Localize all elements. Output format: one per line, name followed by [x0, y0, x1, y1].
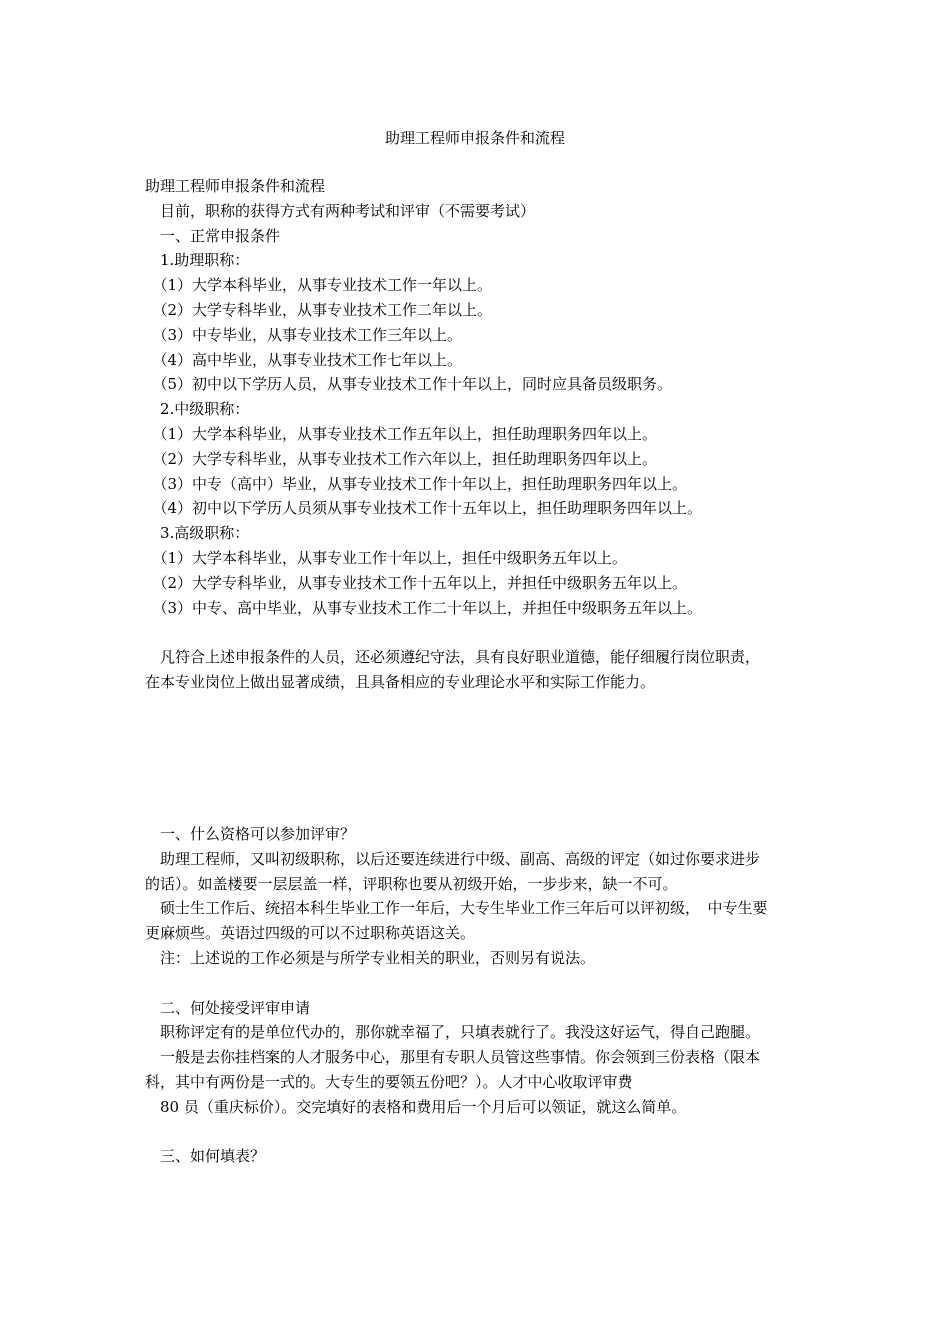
qualification-section	[145, 822, 825, 1169]
list-item: （1）大学本科毕业，从事专业技术工作一年以上。	[145, 276, 493, 295]
category-heading: 2.中级职称：	[145, 400, 250, 419]
note-line: 注：上述说的工作必须是与所学专业相关的职业，否则另有说法。	[145, 948, 596, 967]
paragraph-line: 更麻烦些。英语过四级的可以不过职称英语这关。	[145, 924, 476, 943]
list-item: （3）中专毕业，从事专业技术工作三年以上。	[145, 325, 463, 344]
section-heading: 三、如何填表？	[145, 1147, 266, 1166]
list-item: （2）大学专科毕业，从事专业技术工作六年以上，担任助理职务四年以上。	[145, 449, 658, 468]
list-item: （1）大学本科毕业，从事专业工作十年以上，担任中级职务五年以上。	[145, 548, 628, 567]
subsection-heading: 一、正常申报条件	[145, 226, 281, 245]
paragraph-line: 职称评定有的是单位代办的，那你就幸福了，只填表就行了。我没这好运气，得自己跑腿。	[145, 1023, 761, 1042]
paragraph-line: 在本专业岗位上做出显著成绩，且具备相应的专业理论水平和实际工作能力。	[145, 672, 656, 691]
document-title: 助理工程师申报条件和流程	[384, 129, 565, 147]
requirements-section	[145, 174, 825, 695]
section-heading: 助理工程师申报条件和流程	[145, 177, 326, 195]
section-heading: 二、何处接受评审申请	[145, 998, 311, 1017]
list-item: （2）大学专科毕业，从事专业技术工作十五年以上，并担任中级职务五年以上。	[145, 573, 688, 592]
paragraph-line: 科，其中有两份是一式的。大专生的要领五份吧？）。人才中心收取评审费	[145, 1072, 633, 1091]
paragraph-line: 80 员（重庆标价）。交完填好的表格和费用后一个月后可以领证，就这么简单。	[145, 1097, 687, 1116]
list-item: （5）初中以下学历人员，从事专业技术工作十年以上，同时应具备员级职务。	[145, 375, 673, 394]
intro-line: 目前，职称的获得方式有两种考试和评审（不需要考试）	[145, 201, 536, 220]
paragraph-line: 助理工程师，又叫初级职称，以后还要连续进行中级、副高、高级的评定（如过你要求进步	[145, 849, 761, 868]
list-item: （3）中专（高中）毕业，从事专业技术工作十年以上，担任助理职务四年以上。	[145, 474, 688, 493]
list-item: （3）中专、高中毕业，从事专业技术工作二十年以上，并担任中级职务五年以上。	[145, 598, 703, 617]
list-item: （4）高中毕业，从事专业技术工作七年以上。	[145, 350, 463, 369]
list-item: （1）大学本科毕业，从事专业技术工作五年以上，担任助理职务四年以上。	[145, 424, 658, 443]
paragraph-line: 硕士生工作后、统招本科生毕业工作一年后，大专生毕业工作三年后可以评初级， 中专生要	[145, 899, 768, 918]
section-heading: 一、什么资格可以参加评审？	[145, 825, 356, 843]
paragraph-line: 一般是去你挂档案的人才服务中心，那里有专职人员管这些事情。你会领到三份表格（限本	[145, 1048, 761, 1067]
category-heading: 3.高级职称：	[145, 524, 250, 543]
paragraph-line: 凡符合上述申报条件的人员，还必须遵纪守法，具有良好职业道德，能仔细履行岗位职责，	[145, 648, 761, 667]
category-heading: 1.助理职称：	[145, 251, 250, 270]
list-item: （2）大学专科毕业，从事专业技术工作二年以上。	[145, 300, 493, 319]
paragraph-line: 的话）。如盖楼要一层层盖一样，评职称也要从初级开始，一步步来，缺一不可。	[145, 874, 678, 893]
list-item: （4）初中以下学历人员须从事专业技术工作十五年以上，担任助理职务四年以上。	[145, 499, 703, 518]
